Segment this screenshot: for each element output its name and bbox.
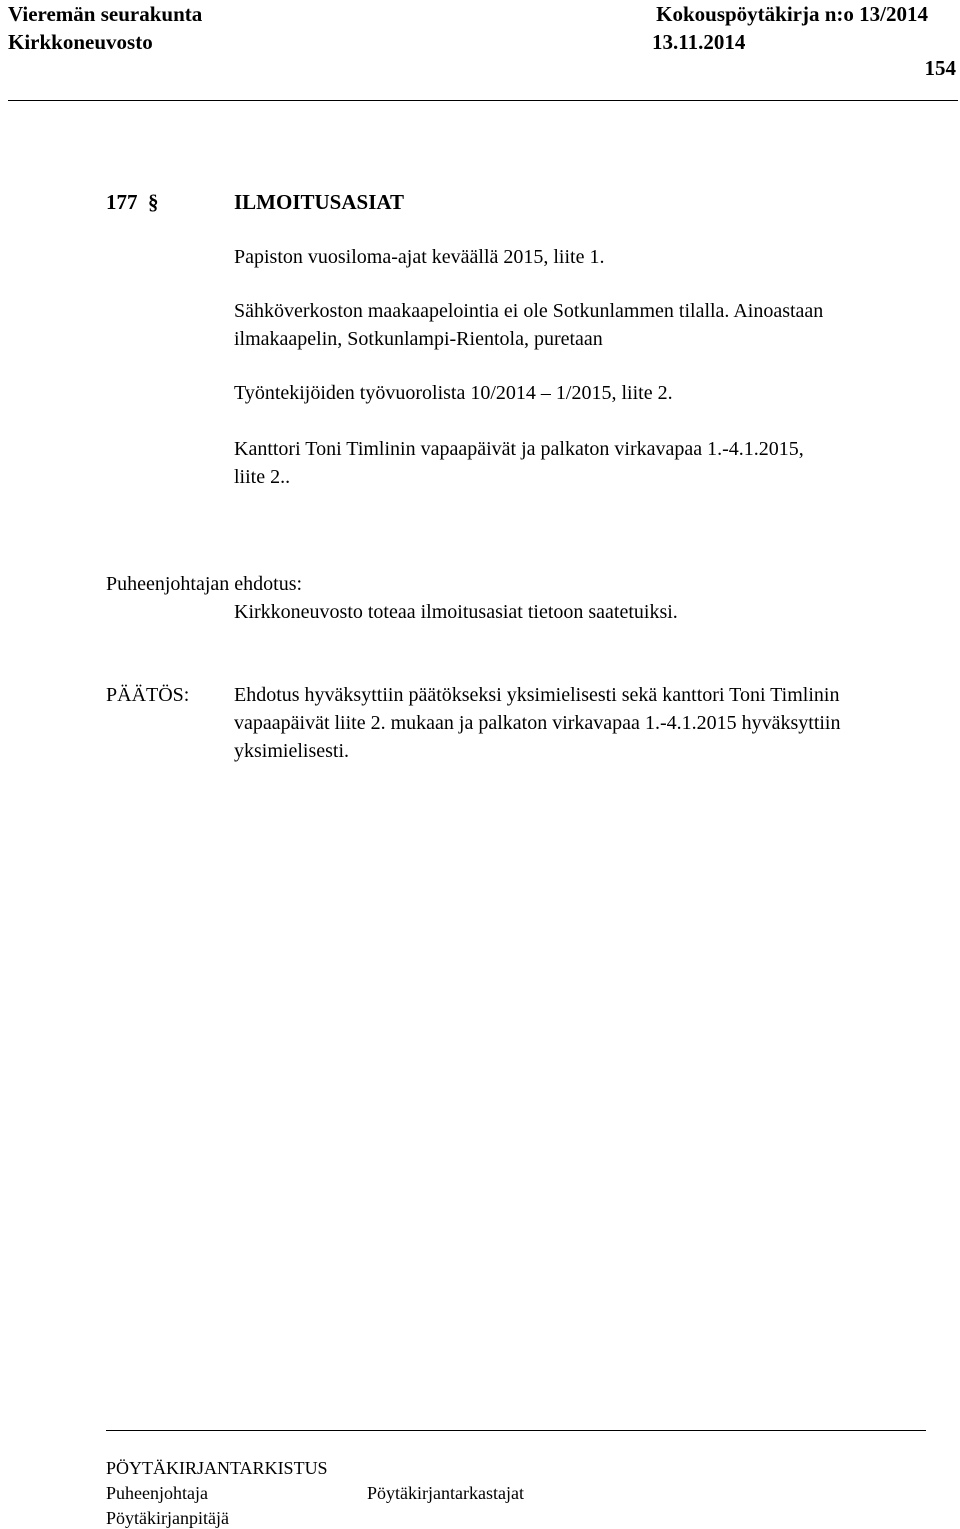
- item-cabling-line2: ilmakaapelin, Sotkunlampi-Rientola, puretaan: [234, 328, 603, 350]
- item-vacation-schedule: Papiston vuosiloma-ajat keväällä 2015, liite 1.: [234, 246, 605, 268]
- item-shift-list: Työntekijöiden työvuorolista 10/2014 – 1/2015, liite 2.: [234, 382, 673, 404]
- section-number: 177: [106, 190, 138, 214]
- item-cabling-line1: Sähköverkoston maakaapelointia ei ole Sotkunlammen tilalla. Ainoastaan: [234, 300, 824, 322]
- organization-name: Vieremän seurakunta: [8, 2, 203, 26]
- header-divider: [8, 100, 958, 101]
- meeting-body: Kirkkoneuvosto: [8, 30, 153, 54]
- decision-line2: vapaapäivät liite 2. mukaan ja palkaton virkavapaa 1.-4.1.2015 hyväksyttiin: [234, 712, 841, 734]
- decision-line3: yksimielisesti.: [234, 740, 349, 762]
- page-number: 154: [924, 56, 956, 80]
- meeting-date: 13.11.2014: [652, 30, 746, 54]
- item-cantor-leave-line2: liite 2..: [234, 466, 291, 488]
- decision-line1: Ehdotus hyväksyttiin päätökseksi yksimielisesti sekä kanttori Toni Timlinin: [234, 684, 840, 706]
- footer-checkers-label: Pöytäkirjantarkastajat: [367, 1483, 524, 1503]
- footer-divider: [106, 1430, 926, 1431]
- document-title: Kokouspöytäkirja n:o 13/2014: [656, 2, 928, 26]
- item-cantor-leave-line1: Kanttori Toni Timlinin vapaapäivät ja palkaton virkavapaa 1.-4.1.2015,: [234, 438, 804, 460]
- footer-title: PÖYTÄKIRJANTARKISTUS: [106, 1458, 328, 1478]
- proposal-text: Kirkkoneuvosto toteaa ilmoitusasiat tietoon saatetuiksi.: [234, 601, 678, 623]
- proposal-label: Puheenjohtajan ehdotus:: [106, 573, 303, 595]
- decision-label: PÄÄTÖS:: [106, 684, 190, 706]
- footer-secretary-label: Pöytäkirjanpitäjä: [106, 1508, 229, 1528]
- section-title: ILMOITUSASIAT: [234, 190, 404, 214]
- footer-chair-label: Puheenjohtaja: [106, 1483, 208, 1503]
- section-symbol: §: [148, 190, 159, 214]
